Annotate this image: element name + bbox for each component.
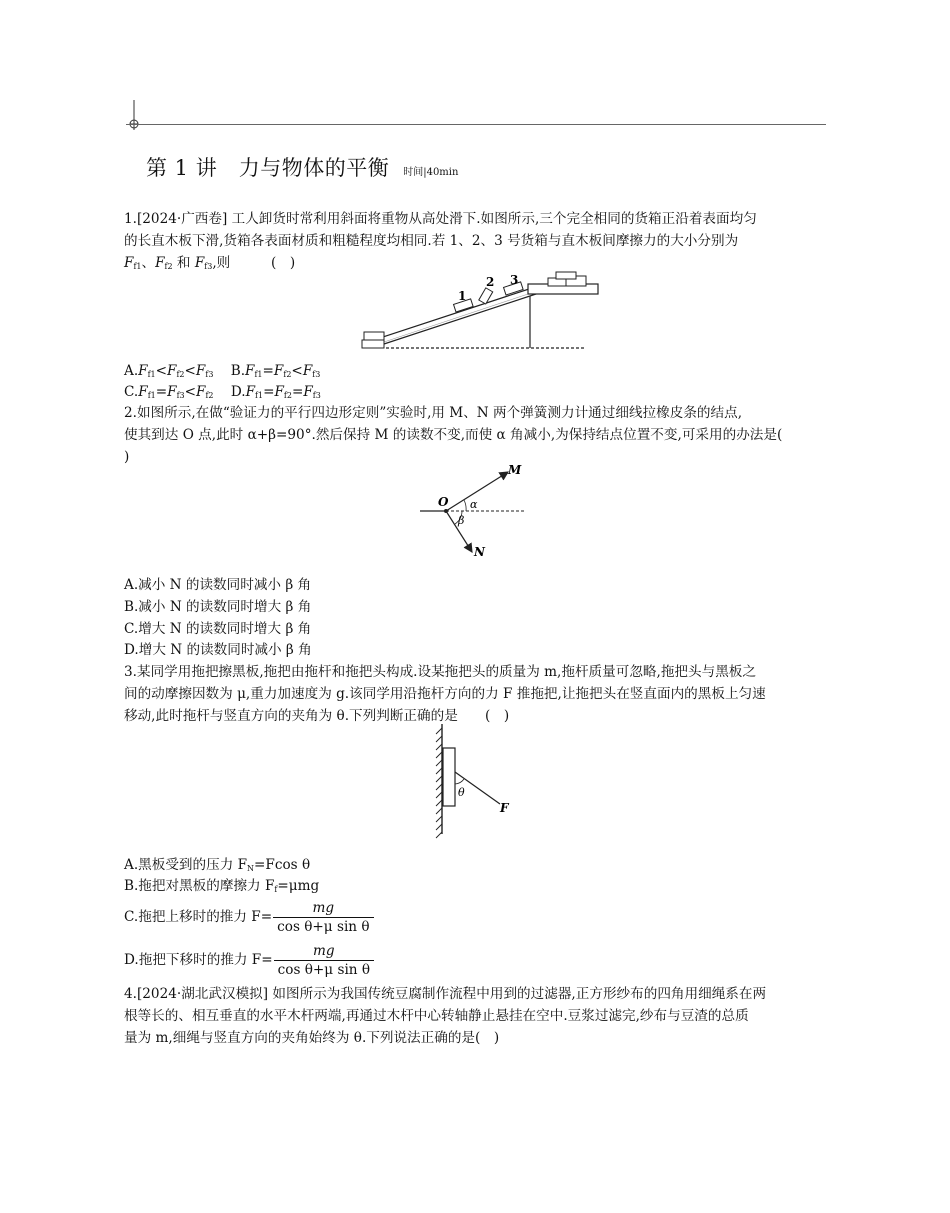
q3-line-2: 间的动摩擦因数为 μ,重力加速度为 g.该同学用沿拖杆方向的力 F 推拖把,让拖把头在竖直面内的黑板上匀速 xyxy=(124,686,766,702)
q1-line-1: 1.[2024·广西卷] 工人卸货时常利用斜面将重物从高处滑下.如图所示,三个完全相同的货箱正沿着表面均匀 xyxy=(124,211,757,227)
q3-mop-diagram xyxy=(432,724,522,839)
q2-line-1: 2.如图所示,在做“验证力的平行四边形定则”实验时,用 M、N 两个弹簧测力计通过细线拉橡皮条的结点, xyxy=(124,405,743,421)
angle-beta-label: β xyxy=(458,514,465,527)
q3-option-a: A.黑板受到的压力 $F_N=Fcos$ θ xyxy=(124,857,311,873)
q2-option-c: C.增大 N 的读数同时增大 β 角 xyxy=(124,621,312,637)
q2-option-a: A.减小 N 的读数同时减小 β 角 xyxy=(124,577,312,593)
q2-force-diagram xyxy=(418,460,548,560)
q3-line-3: 移动,此时拖杆与竖直方向的夹角为 θ.下列判断正确的是 ( ) xyxy=(124,708,510,724)
formula-fraction-d: $\frac{mg}{\text{cos θ+μ sin θ}}$ xyxy=(274,943,374,979)
q1-line-2: 的长直木板下滑,货箱各表面材质和粗糙程度均相同.若 1、2、3 号货箱与直木板间摩擦力的大小分别为 xyxy=(124,233,739,249)
box-label-2: 2 xyxy=(486,275,495,289)
point-o-label: O xyxy=(438,495,449,509)
q3-option-b: B.拖把对黑板的摩擦力 $F_f=\mu mg$ xyxy=(124,878,320,894)
corner-crop-mark xyxy=(126,100,146,132)
q2-line-2: 使其到达 O 点,此时 α+β=90°.然后保持 M 的读数不变,而使 α 角减小,为保持结点位置不变,可采用的办法是( xyxy=(124,427,783,443)
force-m-label: M xyxy=(508,463,522,477)
force-f-label: F xyxy=(500,801,509,815)
q4-line-2: 根等长的、相互垂直的水平木杆两端,再通过木杆中心转轴静止悬挂在空中.豆浆过滤完,纱布与豆渣的总质 xyxy=(124,1008,749,1024)
formula-fraction-c: $\frac{mg}{\text{cos θ+μ sin θ}}$ xyxy=(273,900,373,936)
box-label-3: 3 xyxy=(510,273,519,287)
q1-ramp-diagram xyxy=(360,272,600,352)
q2-option-d: D.增大 N 的读数同时减小 β 角 xyxy=(124,642,312,658)
force-n-label: N xyxy=(474,545,485,559)
q1-line-3: $F_{f1}$、$F_{f2}$ 和 $F_{f3}$,则 ( ) xyxy=(124,255,296,271)
q1-option-a-b: $A.F_{f1}<F_{f2}<F_{f3}$ $B.F_{f1}=F_{f2}<F_{f3}$ xyxy=(124,363,321,379)
q3-option-c: C.拖把上移时的推力 F= $\frac{mg}{\text{cos θ+μ sin θ}}$ xyxy=(124,898,374,936)
q2-option-b: B.减小 N 的读数同时增大 β 角 xyxy=(124,599,312,615)
lesson-title: 第 1 讲 力与物体的平衡 xyxy=(146,156,390,180)
angle-theta-label: θ xyxy=(458,786,465,799)
q2-line-3: ) xyxy=(124,449,130,465)
box-label-1: 1 xyxy=(458,289,467,303)
header-rule xyxy=(126,124,826,125)
q4-line-1: 4.[2024·湖北武汉模拟] 如图所示为我国传统豆腐制作流程中用到的过滤器,正方形纱布的四角用细绳系在两 xyxy=(124,986,767,1002)
q3-line-1: 3.某同学用拖把擦黑板,拖把由拖杆和拖把头构成.设某拖把头的质量为 m,拖杆质量可忽略,拖把头与黑板之 xyxy=(124,664,756,680)
q4-line-3: 量为 m,细绳与竖直方向的夹角始终为 θ.下列说法正确的是( ) xyxy=(124,1030,500,1046)
time-note: 时间|40min xyxy=(403,167,459,178)
q3-option-d: D.拖把下移时的推力 F= $\frac{mg}{\text{cos θ+μ sin θ}}$ xyxy=(124,941,374,979)
page-title xyxy=(146,152,458,182)
q1-option-c-d: $C.F_{f1}=F_{f3}<F_{f2}$ $D.F_{f1}=F_{f2}=F_{f3}$ xyxy=(124,384,321,400)
angle-alpha-label: α xyxy=(470,498,478,511)
